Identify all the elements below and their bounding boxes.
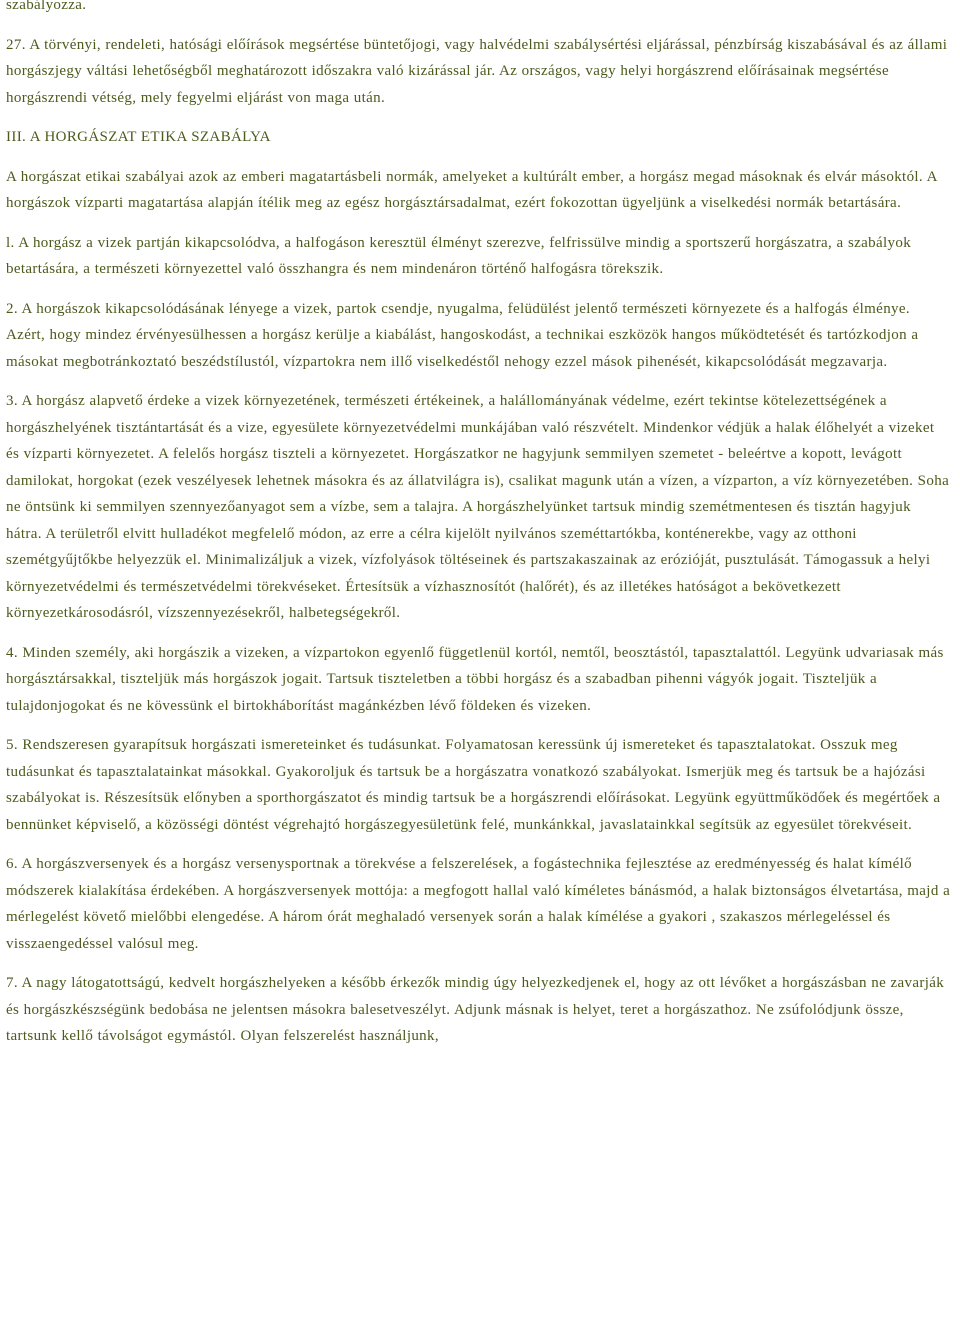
paragraph-6: 6. A horgászversenyek és a horgász versenysportnak a törekvése a felszerelések, a fogástechnika fejlesztése az eredményesség és halat kímélő módszerek kialakítása érdekében. A horgászversenyek mottója: a megfogott hallal való kíméletes bánásmód, a halak biztonságos élvetartása, majd a mérlegelést követő mielőbbi elengedése. A három órát meghaladó versenyek során a halak kímélése a gyakori , szakaszos mérlegeléssel és visszaengedéssel valósul meg. <box>6 856 951 952</box>
paragraph-7: 7. A nagy látogatottságú, kedvelt horgászhelyeken a később érkezők mindig úgy helyezkedjenek el, hogy az ott lévőket a horgászásban ne zavarják és horgászkészségünk bedobása ne jelentsen másokra balesetveszélyt. Adjunk másnak is helyet, teret a horgászathoz. Ne zsúfolódjunk össze, tartsunk kellő távolságot egymástól. Olyan felszerelést használjunk, <box>6 975 945 1044</box>
paragraph-2: 2. A horgászok kikapcsolódásának lényege a vizek, partok csendje, nyugalma, felüdülést jelentő természeti környezete és a halfogás élménye. Azért, hogy mindez érvényesülhessen a horgász kerülje a kiabálást, hangoskodást, a technikai eszközök hangos működtetését és tartózkodjon a másokat megbotránkoztató beszédstílustól, vízpartokra nem illő viselkedéstől nehogy ezzel mások pihenését, kikapcsolódását megzavarja. <box>6 300 919 370</box>
paragraph-4: 4. Minden személy, aki horgászik a vizeken, a vízpartokon egyenlő függetlenül kortól, nemtől, beosztástól, tapasztalattól. Legyünk udvariasak más horgásztársakkal, tiszteljük más horgászok jogait. Tartsuk tiszteletben a többi horgász és a szabadban pihenni vágyók jogait. Tiszteljük a tulajdonjogokat és ne kövessünk el birtokháborítást magánkézben lévő földeken és vizeken. <box>6 644 944 714</box>
paragraph-5: 5. Rendszeresen gyarapítsuk horgászati ismereteinket és tudásunkat. Folyamatosan keressünk új ismereteket és tapasztalatokat. Osszuk meg tudásunkat és tapasztalatainkat másokkal. Gyakoroljuk és tartsuk be a horgászatra vonatkozó szabályokat. Ismerjük meg és tartsuk be a hajózási szabályokat is. Részesítsük előnyben a sporthorgászatot és mindig tartsuk be a horgászrendi előírásokat. Legyünk együttműködőek és megértőek a bennünket képviselő, a közösségi döntést végrehajtó horgászegyesületünk felé, munkánkkal, javaslatainkkal segítsük az egyesület törekvéseit. <box>6 737 941 833</box>
paragraph-3: 3. A horgász alapvető érdeke a vizek környezetének, természeti értékeinek, a halállományának védelme, ezért tekintse kötelezettségének a horgászhelyének tisztántartását és a vize, egyesülete környezetvédelmi munkájában való részvételt. Mindenkor védjük a halak élőhelyét a vizeket és vízparti környezetet. A felelős horgász tiszteli a környezetet. Horgászatkor ne hagyjunk semmilyen szemetet - beleértve a kopott, levágott damilokat, horgokat (ezek veszélyesek lehetnek másokra és az állatvilágra is), csalikat magunk után a vízen, a vízparton, a víz környezetében. Soha ne öntsünk ki semmilyen szennyezőanyagot sem a vízbe, sem a talajra. A horgászhelyünket tartsuk mindig szemétmentesen és tisztán hagyjuk hátra. A területről elvitt hulladékot megfelelő módon, az erre a célra kijelölt nyilvános szeméttartókba, konténerekbe, vagy az otthoni szemétgyűjtőkbe helyezzük el. Minimalizáljuk a vizek, vízfolyások töltéseinek és partszakaszainak az erózióját, pusztulását. Támogassuk a helyi környezetvédelmi és természetvédelmi törekvéseket. Értesítsük a vízhasznosítót (halőrét), és az illetékes hatóságot a bekövetkezett környezetkárosodásról, vízszennyezésekről, halbetegségekről. <box>6 393 950 621</box>
section-heading: III. A HORGÁSZAT ETIKA SZABÁLYA <box>6 129 271 145</box>
paragraph-continuation: szabályozza. <box>6 0 87 13</box>
paragraph-1: l. A horgász a vizek partján kikapcsolódva, a halfogáson keresztül élményt szerezve, felfrissülve mindig a sportszerű horgászatra, a szabályok betartására, a természeti környezettel való összhangra és nem mindenáron történő halfogásra törekszik. <box>6 234 912 277</box>
paragraph-27: 27. A törvényi, rendeleti, hatósági előírások megsértése büntetőjogi, vagy halvédelmi szabálysértési eljárással, pénzbírság kiszabásával és az állami horgászjegy váltási lehetőségből meghatározott időszakra való kizárással jár. Az országos, vagy helyi horgászrend előírásainak megsértése horgászrendi vétség, mely fegyelmi eljárást von maga után. <box>6 36 948 106</box>
paragraph-intro: A horgászat etikai szabályai azok az emberi magatartásbeli normák, amelyeket a kultúrált ember, a horgász megad másoknak és elvár másoktól. A horgászok vízparti magatartása alapján ítélik meg az egész horgásztársadalmat, ezért fokozottan ügyeljünk a viselkedési normák betartására. <box>6 168 937 211</box>
document-page <box>6 0 951 1063</box>
